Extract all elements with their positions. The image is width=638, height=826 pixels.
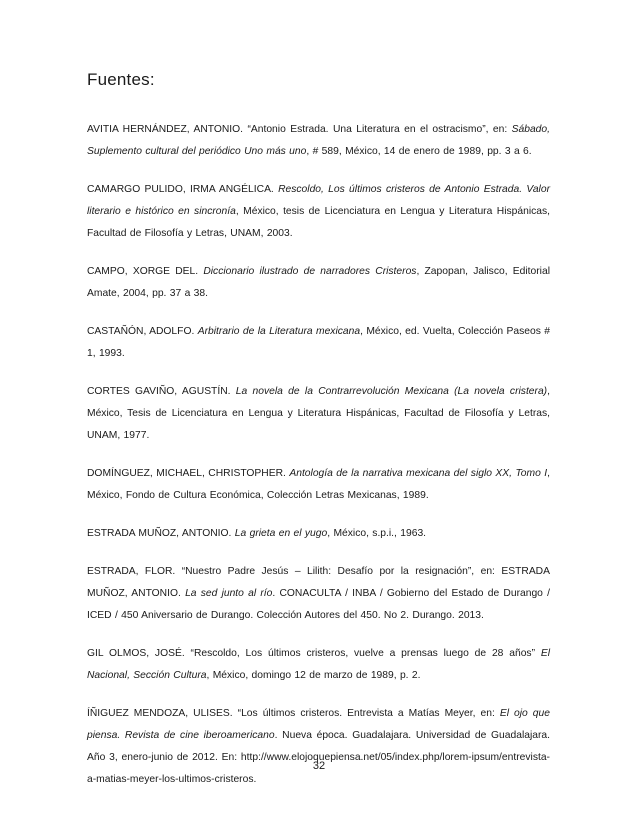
reference-entry [87, 261, 550, 305]
reference-text: , Zapopan, Jalisco, Editorial Amate, 2004, pp. 37 a 38. [87, 266, 550, 299]
reference-text: , México, Fondo de Cultura Económica, Colección Letras Mexicanas, 1989. [87, 468, 550, 501]
reference-text: DOMÍNGUEZ, MICHAEL, CHRISTOPHER. [87, 468, 290, 479]
reference-text: ESTRADA, FLOR. “Nuestro Padre Jesús – Lilith: Desafío por la resignación”, en: ESTRADA MUÑOZ, ANTONIO. [87, 566, 550, 599]
reference-title: La sed junto al río [185, 588, 273, 599]
reference-text: CAMPO, XORGE DEL. [87, 266, 204, 277]
reference-title: Antología de la narrativa mexicana del siglo XX, Tomo I [289, 468, 548, 479]
reference-text: , México, domingo 12 de marzo de 1989, p. 2. [206, 670, 421, 681]
reference-title: Sábado, Suplemento cultural del periódico Uno más uno [87, 124, 550, 157]
reference-text: AVITIA HERNÁNDEZ, ANTONIO. “Antonio Estrada. Una Literatura en el ostracismo”, en: [87, 124, 512, 135]
reference-text: , México, ed. Vuelta, Colección Paseos # 1, 1993. [87, 326, 550, 359]
reference-text: CORTES GAVIÑO, AGUSTÍN. [87, 386, 236, 397]
page-title: Fuentes: [87, 70, 155, 89]
reference-title: Rescoldo, Los últimos cristeros de Antonio Estrada. Valor literario e histórico en sincronía [87, 184, 550, 217]
reference-entry [87, 643, 550, 687]
reference-entry [87, 523, 550, 545]
reference-entry [87, 321, 550, 365]
reference-text: , México, tesis de Licenciatura en Lengua y Literatura Hispánicas, Facultad de Filosofía y Letras, UNAM, 2003. [87, 206, 550, 239]
reference-text: GIL OLMOS, JOSÉ. “Rescoldo, Los últimos cristeros, vuelve a prensas luego de 28 años” [87, 648, 541, 659]
reference-text: . Nueva época. Guadalajara. Universidad de Guadalajara. Año 3, enero-junio de 2012. En: http://www.elojoquepiensa.net/05/index.php/lorem-ipsum/entrevista-a-matias-meyer-los-ultimos-cristeros. [87, 730, 551, 785]
reference-text: CASTAÑÓN, ADOLFO. [87, 326, 198, 337]
reference-title: La novela de la Contrarrevolución Mexicana (La novela cristera) [235, 386, 548, 397]
reference-list [87, 119, 550, 807]
reference-text: , México, s.p.i., 1963. [327, 528, 427, 539]
reference-text: , México, Tesis de Licenciatura en Lengua y Literatura Hispánicas, Facultad de Filosofía y Letras, UNAM, 1977. [87, 386, 550, 441]
page-number: 32 [312, 760, 326, 772]
reference-title: La grieta en el yugo [234, 528, 328, 539]
reference-text: , # 589, México, 14 de enero de 1989, pp. 3 a 6. [306, 146, 532, 157]
reference-entry [87, 463, 550, 507]
reference-title: El ojo que piensa. Revista de cine iberoamericano [87, 708, 550, 741]
reference-entry [87, 381, 550, 447]
reference-entry [87, 119, 550, 163]
reference-text: ESTRADA MUÑOZ, ANTONIO. [87, 528, 235, 539]
reference-text: . CONACULTA / INBA / Gobierno del Estado de Durango / ICED / 450 Aniversario de Durango. Colección Autores del 450. No 2. Durango. 2013. [87, 588, 550, 621]
reference-entry [87, 179, 550, 245]
reference-title: Diccionario ilustrado de narradores Cristeros [203, 266, 417, 277]
reference-text: CAMARGO PULIDO, IRMA ANGÉLICA. [87, 184, 279, 195]
reference-entry [87, 561, 550, 627]
reference-title: El Nacional, Sección Cultura [87, 648, 550, 681]
reference-title: Arbitrario de la Literatura mexicana [197, 326, 361, 337]
reference-entry [87, 703, 550, 791]
reference-text: ÍÑIGUEZ MENDOZA, ULISES. “Los últimos cristeros. Entrevista a Matías Meyer, en: [87, 708, 500, 719]
